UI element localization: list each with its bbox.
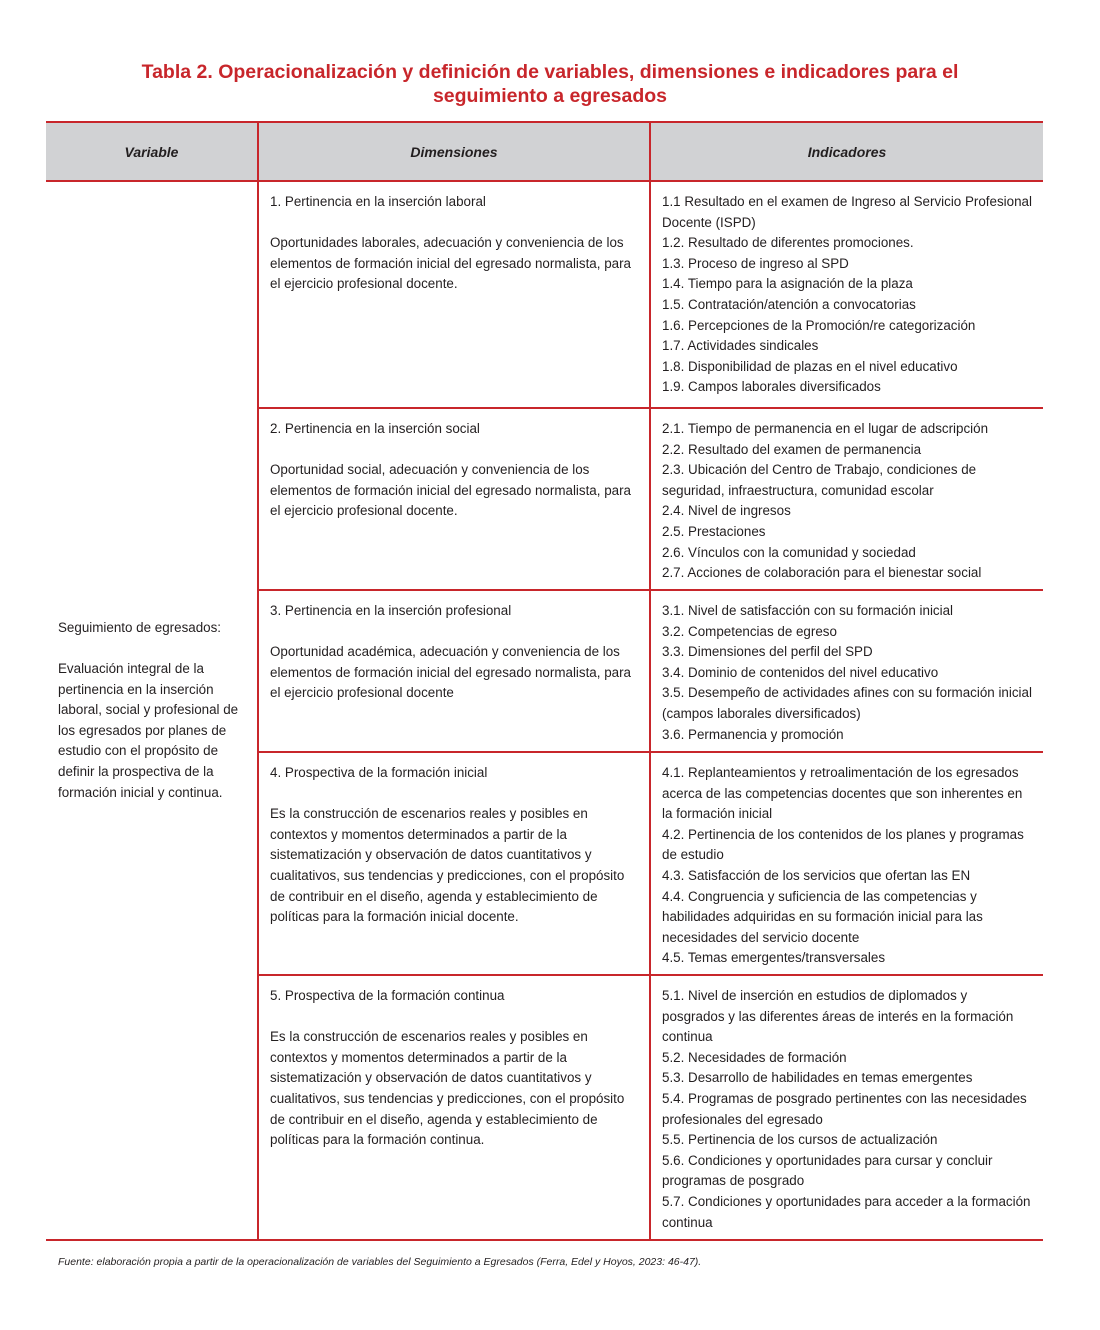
indicator-item: 5.5. Pertinencia de los cursos de actualización <box>662 1132 938 1148</box>
indicator-item: 1.1 Resultado en el examen de Ingreso al Servicio Profesional Docente (ISPD) <box>662 194 1032 230</box>
dimension-cell <box>258 752 650 975</box>
indicators-cell <box>650 752 1043 975</box>
indicator-item: 4.3. Satisfacción de los servicios que ofertan las EN <box>662 867 971 883</box>
indicator-item: 4.4. Congruencia y suficiencia de las competencias y habilidades adquiridas en su formación inicial para las necesidades del servicio docente <box>662 888 983 945</box>
dimension-title: 4. Prospectiva de la formación inicial <box>270 765 488 780</box>
indicator-item: 1.2. Resultado de diferentes promociones. <box>662 235 914 251</box>
indicator-item: 5.2. Necesidades de formación <box>662 1049 847 1065</box>
header-variable: Variable <box>46 122 258 181</box>
indicators-cell <box>650 181 1043 408</box>
table-title <box>60 60 1040 108</box>
indicator-item: 1.8. Disponibilidad de plazas en el nivel educativo <box>662 358 958 374</box>
indicator-item: 2.3. Ubicación del Centro de Trabajo, condiciones de seguridad, infraestructura, comunidad escolar <box>662 462 977 498</box>
indicator-item: 2.1. Tiempo de permanencia en el lugar de adscripción <box>662 421 989 436</box>
indicator-item: 1.9. Campos laborales diversificados <box>662 379 881 395</box>
indicator-item: 4.5. Temas emergentes/transversales <box>662 950 886 966</box>
indicator-item: 3.1. Nivel de satisfacción con su formación inicial <box>662 603 954 618</box>
indicator-item: 4.2. Pertinencia de los contenidos de los planes y programas de estudio <box>662 826 1024 863</box>
dimension-title: 3. Pertinencia en la inserción profesional <box>270 603 512 618</box>
dimension-cell <box>258 408 650 590</box>
dimension-description: Es la construcción de escenarios reales y posibles en contextos y momentos determinados a partir de la sistematización y observación de datos cuantitativos y cualitativos, sus tendencias y predicciones, con el propósito de contribuir en el diseño, agenda y establecimiento de políticas para la formación continua. <box>270 1029 625 1148</box>
indicator-item: 5.3. Desarrollo de habilidades en temas emergentes <box>662 1070 973 1086</box>
variable-title: Seguimiento de egresados: <box>58 619 222 635</box>
indicator-item: 2.6. Vínculos con la comunidad y sociedad <box>662 544 916 560</box>
table-row <box>46 181 1043 408</box>
indicator-item: 3.4. Dominio de contenidos del nivel educativo <box>662 664 939 680</box>
variable-cell <box>46 181 258 1240</box>
dimension-description: Es la construcción de escenarios reales y posibles en contextos y momentos determinados a partir de la sistematización y observación de datos cuantitativos y cualitativos, sus tendencias y predicciones, con el propósito de contribuir en el diseño, agenda y establecimiento de políticas para la formación inicial docente. <box>270 806 625 925</box>
indicator-item: 4.1. Replanteamientos y retroalimentación de los egresados acerca de las competencias docentes que son inherentes en la formación inicial <box>662 765 1023 822</box>
header-indicadores: Indicadores <box>650 122 1043 181</box>
dimension-title: 1. Pertinencia en la inserción laboral <box>270 194 486 209</box>
dimension-cell <box>258 590 650 752</box>
dimension-cell <box>258 975 650 1240</box>
indicator-item: 1.4. Tiempo para la asignación de la plaza <box>662 276 913 292</box>
dimension-description: Oportunidad social, adecuación y conveniencia de los elementos de formación inicial del egresado normalista, para el ejercicio profesional docente. <box>270 462 631 519</box>
indicator-item: 5.1. Nivel de inserción en estudios de diplomados y posgrados y las diferentes áreas de interés en la formación continua <box>662 988 1014 1045</box>
dimension-title: 5. Prospectiva de la formación continua <box>270 988 505 1003</box>
header-dimensiones: Dimensiones <box>258 122 650 181</box>
indicator-item: 5.4. Programas de posgrado pertinentes con las necesidades profesionales del egresado <box>662 1090 1027 1127</box>
table-title-line-2: seguimiento a egresados <box>432 85 668 107</box>
source-note: Fuente: elaboración propia a partir de la operacionalización de variables del Seguimiento a Egresados (Ferra, Edel y Hoyos, 2023: 46-47). <box>58 1256 702 1268</box>
indicator-item: 5.7. Condiciones y oportunidades para acceder a la formación continua <box>662 1193 1031 1230</box>
operationalization-table <box>46 121 1043 1241</box>
indicator-item: 1.6. Percepciones de la Promoción/re categorización <box>662 317 976 333</box>
dimension-description: Oportunidades laborales, adecuación y conveniencia de los elementos de formación inicial del egresado normalista, para el ejercicio profesional docente. <box>270 235 631 292</box>
indicator-item: 1.5. Contratación/atención a convocatorias <box>662 296 916 312</box>
indicator-item: 3.2. Competencias de egreso <box>662 623 837 639</box>
indicator-item: 2.5. Prestaciones <box>662 523 766 539</box>
dimension-title: 2. Pertinencia en la inserción social <box>270 421 480 436</box>
indicator-item: 2.2. Resultado del examen de permanencia <box>662 441 922 457</box>
variable-description: Evaluación integral de la pertinencia en la inserción laboral, social y profesional de los egresados por planes de estudio con el propósito de definir la prospectiva de la formación inicial y continua. <box>58 661 239 800</box>
indicator-item: 2.7. Acciones de colaboración para el bienestar social <box>662 565 982 581</box>
table-title-line-1: Tabla 2. Operacionalización y definición de variables, dimensiones e indicadores para el <box>141 61 959 83</box>
indicator-item: 2.4. Nivel de ingresos <box>662 503 791 519</box>
indicators-cell <box>650 975 1043 1240</box>
indicators-cell <box>650 590 1043 752</box>
indicator-item: 1.7. Actividades sindicales <box>662 338 819 354</box>
indicator-item: 1.3. Proceso de ingreso al SPD <box>662 255 849 271</box>
indicator-item: 5.6. Condiciones y oportunidades para cursar y concluir programas de posgrado <box>662 1152 993 1189</box>
indicator-item: 3.3. Dimensiones del perfil del SPD <box>662 644 873 660</box>
dimension-description: Oportunidad académica, adecuación y conveniencia de los elementos de formación inicial del egresado normalista, para el ejercicio profesional docente <box>270 644 631 701</box>
dimension-cell <box>258 181 650 408</box>
indicators-cell <box>650 408 1043 590</box>
table-header-row <box>46 122 1043 181</box>
indicator-item: 3.5. Desempeño de actividades afines con su formación inicial (campos laborales diversificados) <box>662 685 1032 721</box>
indicator-item: 3.6. Permanencia y promoción <box>662 726 844 742</box>
